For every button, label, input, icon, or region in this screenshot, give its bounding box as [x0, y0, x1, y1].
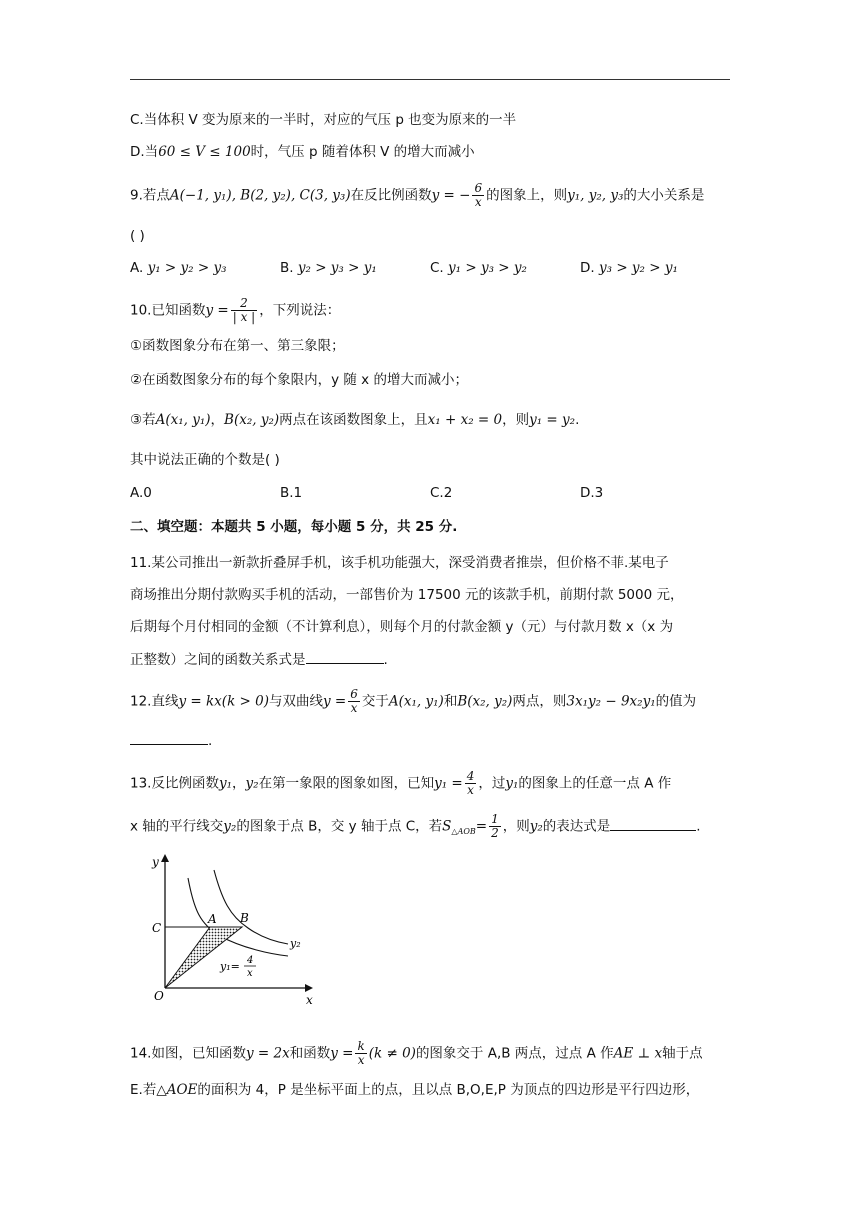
q8-option-c: C.当体积 V 变为原来的一半时，对应的气压 p 也变为原来的一半	[130, 112, 517, 128]
q10-option-c: C.2	[430, 485, 453, 501]
point-a-label: A	[208, 912, 217, 926]
q10-option-d: D.3	[580, 485, 604, 501]
q10-option-b: B.1	[280, 485, 303, 501]
q14-fraction: $\frac{k}{x}$	[357, 1039, 365, 1067]
q13-figure	[130, 850, 320, 1010]
q9-option-b: B. y₂ > y₃ > y₁	[280, 260, 377, 276]
q11-line-4: 正整数）之间的函数关系式是 .	[130, 649, 388, 670]
q10-fraction: $\frac{2}{| x |}$	[232, 296, 256, 324]
point-b-label: B	[240, 911, 249, 925]
curve-y1-numerator: 4	[247, 955, 254, 966]
curve-y2-label: y₂	[290, 937, 301, 950]
curve-y1-denominator: x	[247, 968, 253, 979]
q11-line-1: 11.某公司推出一新款折叠屏手机，该手机功能强大，深受消费者推崇，但价格不菲.某电子	[130, 555, 669, 571]
q12-answer-blank[interactable]	[130, 730, 208, 745]
q14-line-2: E.若△AOE的面积为 4，P 是坐标平面上的点，且以点 B,O,E,P 为顶点的四边形是平行四边形，	[130, 1082, 700, 1098]
q10-option-a: A.0	[130, 485, 152, 501]
q9-option-c: C. y₁ > y₃ > y₂	[430, 260, 527, 276]
q13-line-1: 13.反比例函数y₁，y₂在第一象限的图象如图，已知y₁ = $\frac{4}{x}$ ，过y₁的图象上的任意一点 A 作	[130, 769, 672, 797]
q9-option-d: D. y₃ > y₂ > y₁	[580, 260, 678, 276]
y-axis-arrow	[161, 854, 169, 862]
q10-statement-2: ②在函数图象分布的每个象限内，y 随 x 的增大而减小；	[130, 372, 468, 388]
q14-line-1: 14.如图，已知函数y = 2x和函数y = $\frac{k}{x}$ (k ≠ 0)的图象交于 A,B 两点，过点 A 作AE ⊥ x轴于点	[130, 1039, 703, 1067]
q11-line-3: 后期每个月付相同的金额（不计算利息），则每个月的付款金额 y（元）与付款月数 x（x 为	[130, 619, 674, 635]
q8-option-d: D.当60 ≤ V ≤ 100时，气压 p 随着体积 V 的增大而减小	[130, 144, 475, 160]
q13-answer-blank[interactable]	[610, 816, 696, 831]
origin-label: O	[154, 989, 164, 1003]
q11-line-2: 商场推出分期付款购买手机的活动，一部售价为 17500 元的该款手机，前期付款 5000 元，	[130, 587, 684, 603]
q13-area-fraction: $\frac{1}{2}$	[491, 812, 499, 840]
q10-stem: 10.已知函数y = $\frac{2}{| x |}$ ，下列说法：	[130, 296, 341, 324]
x-axis-label: x	[306, 993, 313, 1007]
q13-fraction: $\frac{4}{x}$	[466, 769, 475, 797]
header-rule	[130, 79, 730, 80]
q11-answer-blank[interactable]	[306, 649, 384, 664]
q9-answer-paren: ( )	[130, 228, 145, 244]
q12-line-2: .	[130, 730, 212, 751]
point-c-label: C	[152, 921, 162, 935]
q9-option-a: A. y₁ > y₂ > y₃	[130, 260, 227, 276]
q9-fraction: $\frac{6}{x}$	[474, 181, 483, 209]
q10-statement-1: ①函数图象分布在第一、第三象限；	[130, 338, 345, 354]
triangle-aob	[165, 927, 242, 988]
q10-statement-3: ③若A(x₁, y₁)，B(x₂, y₂)两点在该函数图象上，且x₁ + x₂ = 0，则y₁ = y₂.	[130, 412, 580, 428]
q9-stem: 9.若点A(−1, y₁), B(2, y₂), C(3, y₃)在反比例函数y = − $\frac{6}{x}$ 的图象上，则y₁, y₂, y₃的大小关系是	[130, 181, 705, 209]
q13-line-2: x 轴的平行线交y₂的图象于点 B，交 y 轴于点 C，若$S_{\triangle AOB}=$ $\frac{1}{2}$ ，则y₂的表达式是 .	[130, 812, 701, 840]
y-axis-label: y	[152, 855, 159, 869]
curve-y1-label: y₁=	[220, 960, 240, 973]
q12-fraction: $\frac{6}{x}$	[350, 687, 358, 715]
q10-question: 其中说法正确的个数是( )	[130, 452, 280, 468]
x-axis-arrow	[305, 984, 313, 992]
q12-stem: 12.直线y = kx(k > 0)与双曲线y = $\frac{6}{x}$ 交于A(x₁, y₁)和B(x₂, y₂)两点，则3x₁y₂ − 9x₂y₁的值为	[130, 687, 697, 715]
section-2-heading: 二、填空题：本题共 5 小题，每小题 5 分，共 25 分.	[130, 519, 458, 535]
